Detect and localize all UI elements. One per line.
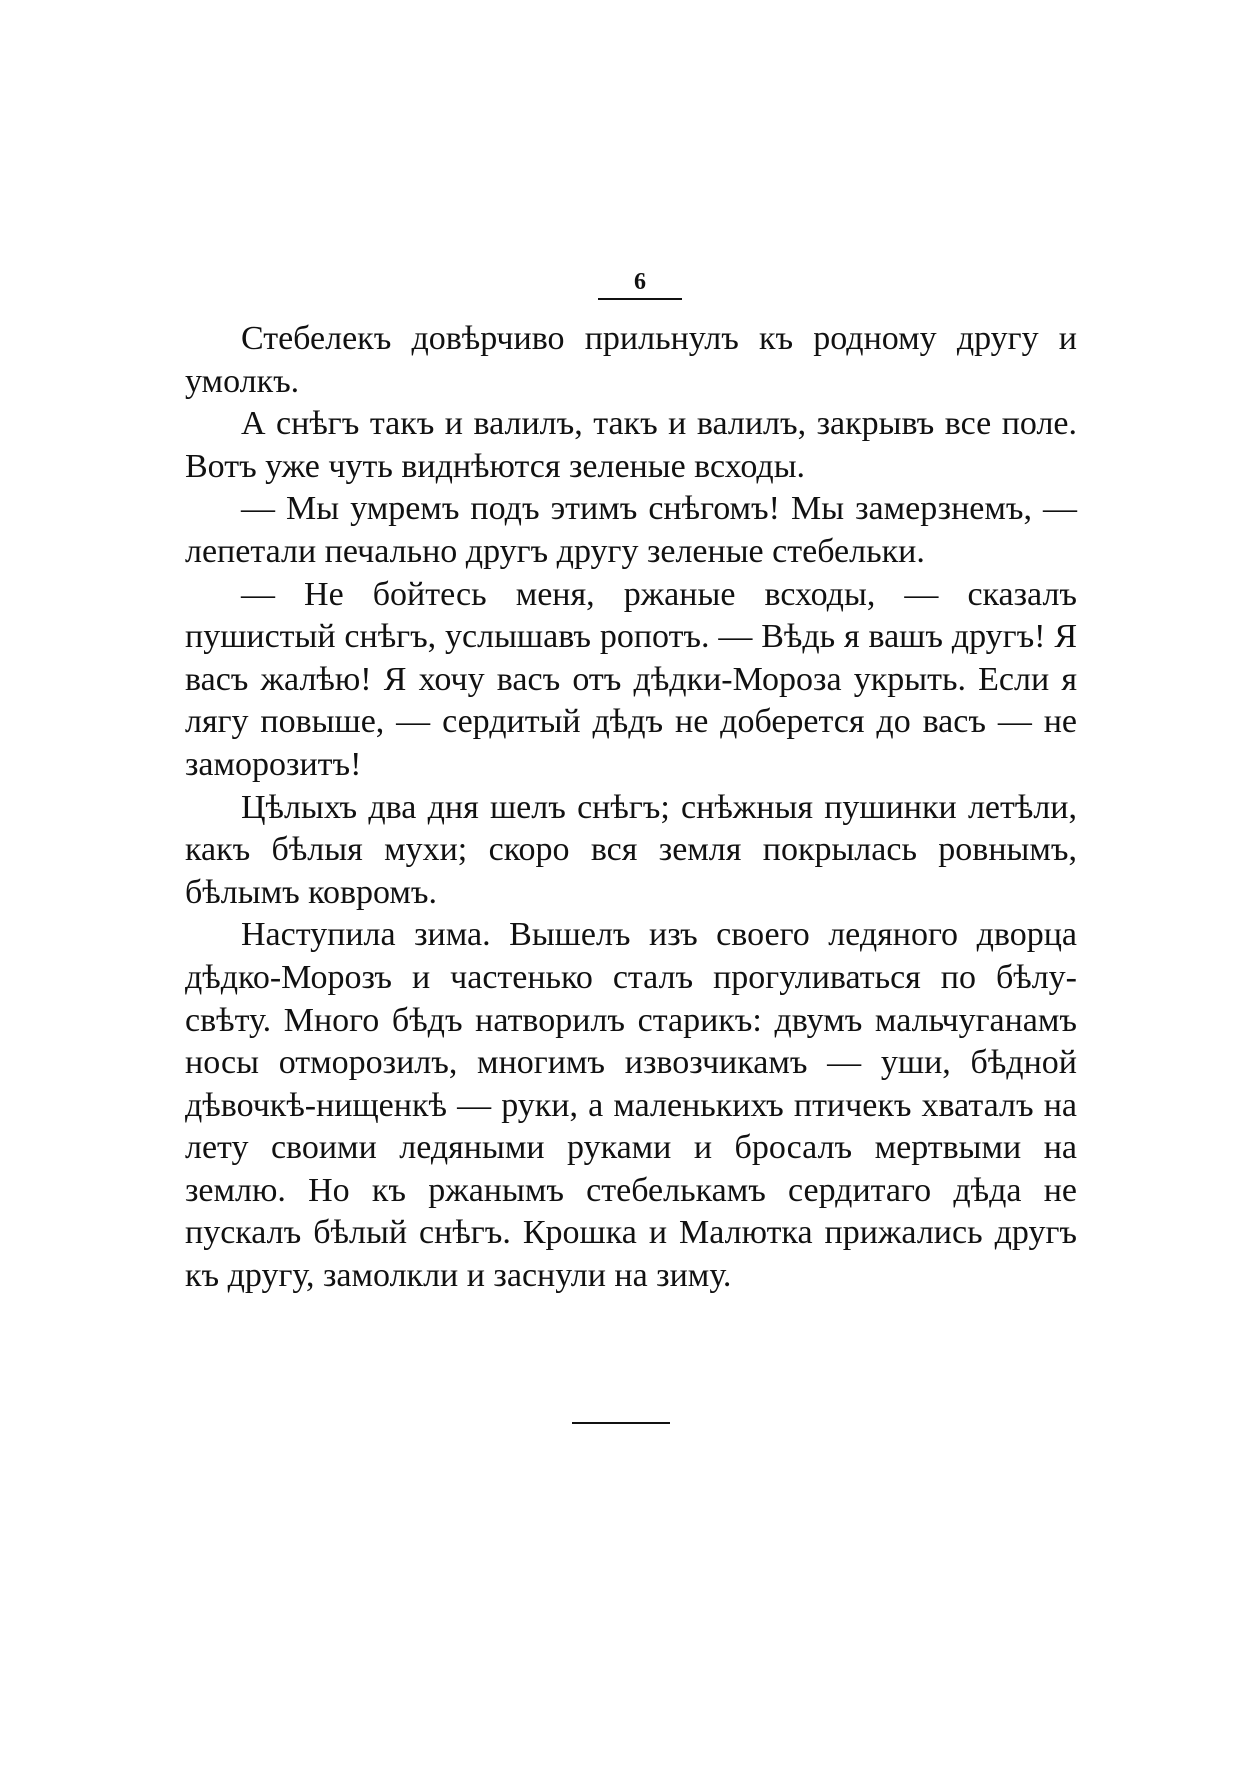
body-text — [185, 318, 1077, 1298]
paragraph-6: Наступила зима. Вышелъ изъ своего ледяного дворца дѣдко-Морозъ и частенько сталъ прогуливаться по бѣлу-свѣту. Много бѣдъ натворилъ старикъ: двумъ мальчуганамъ носы отморозилъ, многимъ извозчикамъ — уши, бѣдной дѣвочкѣ-нищенкѣ — руки, а маленькихъ птичекъ хваталъ на лету своими ледяными руками и бросалъ мертвыми на землю. Но къ ржанымъ стебелькамъ сердитаго дѣда не пускалъ бѣлый снѣгъ. Крошка и Малютка прижались другъ къ другу, замолкли и заснули на зиму. — [185, 916, 1077, 1295]
section-end-rule — [572, 1422, 670, 1424]
paragraph-3: — Мы умремъ подъ этимъ снѣгомъ! Мы замерзнемъ, — лепетали печально другъ другу зеленые стебельки. — [185, 490, 1077, 570]
page-header — [598, 268, 682, 300]
paragraph-4: — Не бойтесь меня, ржаные всходы, — сказалъ пушистый снѣгъ, услышавъ ропотъ. — Вѣдь я вашъ другъ! Я васъ жалѣю! Я хочу васъ отъ дѣдки-Мороза укрыть. Если я лягу повыше, — сердитый дѣдъ не доберется до васъ — не заморозитъ! — [185, 575, 1077, 783]
paragraph-1: Стебелекъ довѣрчиво прильнулъ къ родному другу и умолкъ. — [185, 320, 1077, 400]
paragraph-2: А снѣгъ такъ и валилъ, такъ и валилъ, закрывъ все поле. Вотъ уже чуть виднѣются зеленые всходы. — [185, 405, 1077, 485]
page-number: 6 — [634, 269, 646, 295]
paragraph-5: Цѣлыхъ два дня шелъ снѣгъ; снѣжныя пушинки летѣли, какъ бѣлыя мухи; скоро вся земля покрылась ровнымъ, бѣлымъ ковромъ. — [185, 788, 1077, 911]
page-number-underline — [598, 298, 682, 300]
